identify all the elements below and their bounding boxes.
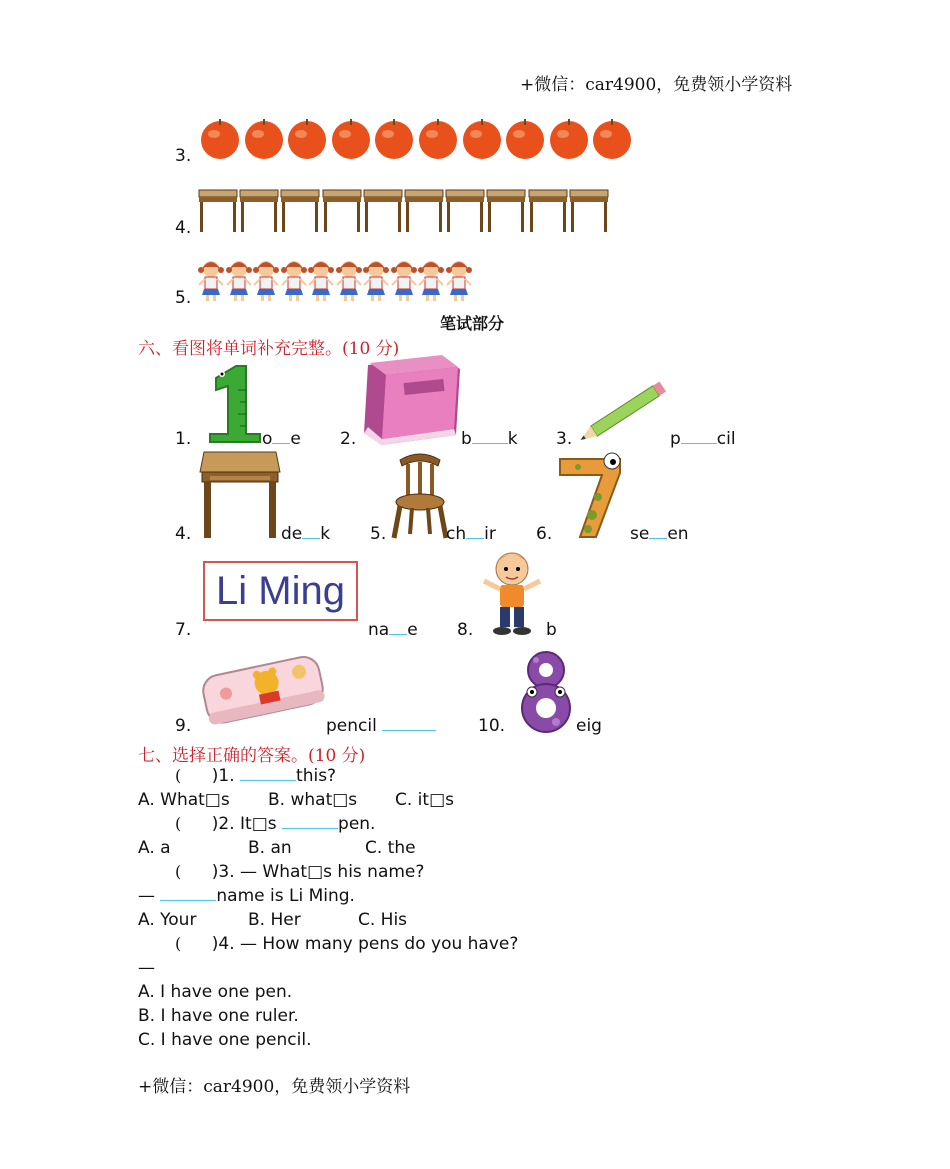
girl-icon [308, 259, 334, 303]
table-icon [363, 188, 403, 234]
section7-heading: 七、选择正确的答案。(10 分) [138, 746, 366, 766]
girl-icon [281, 259, 307, 303]
apple-icon [330, 117, 372, 161]
item2-suffix: k [507, 429, 518, 449]
item7-blank[interactable] [389, 620, 407, 635]
item1-prefix: o [262, 429, 273, 449]
item3-word [670, 429, 736, 449]
apple-icon [504, 117, 546, 161]
item6-blank[interactable] [649, 524, 667, 539]
girl-icon [336, 259, 362, 303]
question-3-dash: — [138, 886, 161, 906]
table-icon [280, 188, 320, 234]
count-row-5-number: 5. [175, 288, 192, 308]
item7-prefix: na [368, 620, 390, 640]
question-2 [175, 814, 375, 834]
q4-option-a[interactable]: A. I have one pen. [138, 982, 293, 1002]
question-3-after: name is Li Ming. [216, 886, 355, 906]
answer-paren-3[interactable]: ( [175, 862, 212, 881]
item8-word [546, 620, 557, 640]
answer-paren-2[interactable]: ( [175, 814, 212, 833]
item10-word [576, 716, 602, 736]
item1-word [262, 429, 301, 449]
number-one-icon [202, 360, 262, 444]
item5-suffix: ir [484, 524, 496, 544]
written-part-title: 笔试部分 [440, 314, 505, 333]
book-icon [360, 355, 465, 447]
item2-prefix: b [461, 429, 472, 449]
table-icon [322, 188, 362, 234]
item5-blank[interactable] [466, 524, 484, 539]
question-2-text: )2. It□s [211, 814, 283, 834]
item8-suffix: b [546, 620, 557, 640]
item5-number: 5. [370, 524, 387, 544]
count-row-3-number: 3. [175, 146, 192, 166]
pencil-box-icon [198, 650, 326, 730]
question-2-after: pen. [338, 814, 376, 834]
girl-icon [446, 259, 472, 303]
pencil-icon [578, 376, 673, 446]
item4-number: 4. [175, 524, 192, 544]
question-4-text: )4. — How many pens do you have? [211, 934, 519, 954]
question-1 [175, 766, 336, 786]
item9-word [326, 716, 436, 736]
item4-blank[interactable] [302, 524, 320, 539]
q2-option-c[interactable]: C. the [365, 838, 416, 858]
q3-option-a[interactable]: A. Your [138, 910, 197, 930]
section6-heading: 六、看图将单词补充完整。(10 分) [138, 339, 400, 359]
question-3 [175, 862, 424, 882]
table-icon [445, 188, 485, 234]
table-icon [569, 188, 609, 234]
watermark-top: +微信：car4900，免费领小学资料 [520, 75, 793, 95]
girl-icon [226, 259, 252, 303]
item3-prefix: p [670, 429, 681, 449]
item10-suffix: eig [576, 716, 602, 736]
table-icon [528, 188, 568, 234]
item2-word [461, 429, 518, 449]
apple-icon [373, 117, 415, 161]
apple-icon [461, 117, 503, 161]
number-eight-icon [516, 648, 576, 734]
item5-prefix: ch [446, 524, 467, 544]
boy-icon [478, 547, 546, 635]
item10-number: 10. [478, 716, 506, 736]
table-icon [239, 188, 279, 234]
question-1-text: )1. [211, 766, 241, 786]
question-4 [175, 934, 518, 954]
item4-suffix: k [320, 524, 331, 544]
desk-icon [198, 452, 282, 540]
apple-icon [243, 117, 285, 161]
item2-blank[interactable] [472, 429, 508, 444]
answer-paren-1[interactable]: ( [175, 766, 212, 785]
question-1-after: this? [296, 766, 337, 786]
q4-option-b[interactable]: B. I have one ruler. [138, 1006, 299, 1026]
q3-option-c[interactable]: C. His [358, 910, 408, 930]
item3-suffix: cil [716, 429, 736, 449]
item6-prefix: se [630, 524, 650, 544]
apple-icon [286, 117, 328, 161]
item1-blank[interactable] [272, 429, 290, 444]
q3-option-b[interactable]: B. Her [248, 910, 301, 930]
girl-icon [253, 259, 279, 303]
name-card-image: Li Ming [203, 561, 358, 621]
apple-icon [591, 117, 633, 161]
chair-icon [390, 452, 450, 540]
item7-suffix: e [407, 620, 418, 640]
girl-icon [363, 259, 389, 303]
apple-icon [548, 117, 590, 161]
item1-suffix: e [290, 429, 301, 449]
number-seven-icon [558, 453, 628, 541]
question-3-text: )3. — What□s his name? [211, 862, 425, 882]
q2-option-b[interactable]: B. an [248, 838, 292, 858]
question-3-blank[interactable] [160, 886, 216, 901]
q1-option-c[interactable]: C. it□s [395, 790, 454, 810]
q1-option-a[interactable]: A. What□s [138, 790, 230, 810]
apple-icon [417, 117, 459, 161]
question-4-dash: — [138, 958, 155, 978]
q4-option-c[interactable]: C. I have one pencil. [138, 1030, 312, 1050]
item3-number: 3. [556, 429, 573, 449]
table-icon [486, 188, 526, 234]
table-icon [198, 188, 238, 234]
item9-prefix: pencil [326, 716, 377, 736]
item5-word [446, 524, 496, 544]
question-2-blank[interactable] [282, 814, 338, 829]
item9-number: 9. [175, 716, 192, 736]
item8-number: 8. [457, 620, 474, 640]
girl-icon [391, 259, 417, 303]
item3-blank[interactable] [681, 429, 717, 444]
answer-paren-4[interactable]: ( [175, 934, 212, 953]
item1-number: 1. [175, 429, 192, 449]
apple-icon [199, 117, 241, 161]
girl-icon [198, 259, 224, 303]
question-1-blank[interactable] [240, 766, 296, 781]
count-row-4-number: 4. [175, 218, 192, 238]
item7-number: 7. [175, 620, 192, 640]
q2-option-a[interactable]: A. a [138, 838, 171, 858]
item9-blank[interactable] [382, 716, 436, 731]
girl-icon [418, 259, 444, 303]
table-icon [404, 188, 444, 234]
item2-number: 2. [340, 429, 357, 449]
item6-word [630, 524, 689, 544]
item6-suffix: en [667, 524, 689, 544]
question-3-line2 [138, 886, 355, 906]
q1-option-b[interactable]: B. what□s [268, 790, 358, 810]
item4-prefix: de [281, 524, 303, 544]
item7-word [368, 620, 418, 640]
watermark-bottom: +微信：car4900，免费领小学资料 [138, 1077, 411, 1097]
item6-number: 6. [536, 524, 553, 544]
item4-word [281, 524, 330, 544]
